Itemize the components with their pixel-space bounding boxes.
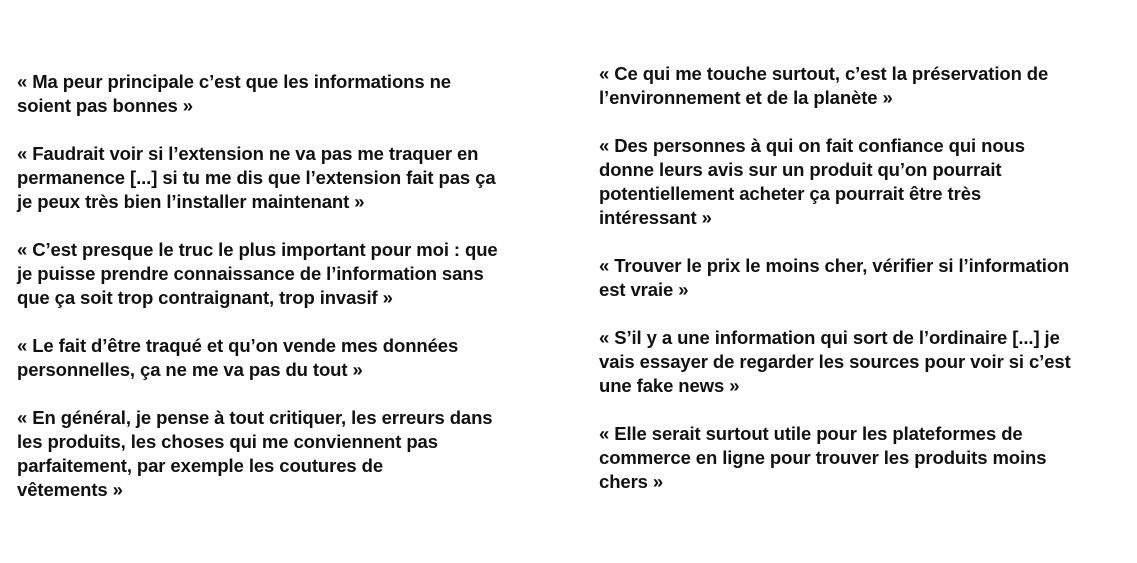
quote (599, 254, 1071, 302)
quote-line: « Elle serait surtout utile pour les plateformes de (599, 423, 1023, 444)
quote (17, 334, 498, 382)
quote-line: « Trouver le prix le moins cher, vérifier si l’information (599, 255, 1070, 276)
quote-line: l’environnement et de la planète » (599, 87, 893, 108)
right-quotes-column (599, 62, 1071, 518)
quote-line: « C’est presque le truc le plus important pour moi : que (17, 239, 498, 260)
quote-line: « Le fait d’être traqué et qu’on vende mes données (17, 335, 459, 356)
quote-line: les produits, les choses qui me conviennent pas (17, 431, 438, 452)
quote-line: je puisse prendre connaissance de l’information sans (17, 263, 484, 284)
quote-line: permanence [...] si tu me dis que l’extension fait pas ça (17, 167, 496, 188)
quote-line: parfaitement, par exemple les coutures de (17, 455, 384, 476)
quote (599, 422, 1071, 494)
quote-line: « Faudrait voir si l’extension ne va pas me traquer en (17, 143, 479, 164)
quote-line: commerce en ligne pour trouver les produits moins (599, 447, 1047, 468)
quote-line: vais essayer de regarder les sources pour voir si c’est (599, 351, 1071, 372)
quote-line: personnelles, ça ne me va pas du tout » (17, 359, 363, 380)
quote-line: intéressant » (599, 207, 712, 228)
quote-line: est vraie » (599, 279, 689, 300)
quote-line: « Ma peur principale c’est que les informations ne (17, 71, 451, 92)
quote-line: que ça soit trop contraignant, trop invasif » (17, 287, 393, 308)
quote-line: « Ce qui me touche surtout, c’est la préservation de (599, 63, 1049, 84)
quote (599, 134, 1071, 230)
quote (17, 142, 498, 214)
quote (17, 238, 498, 310)
left-quotes-column (17, 70, 498, 526)
quote-line: une fake news » (599, 375, 740, 396)
quote-line: vêtements » (17, 479, 123, 500)
quote-line: « En général, je pense à tout critiquer, les erreurs dans (17, 407, 493, 428)
quote (599, 326, 1071, 398)
quote (17, 406, 498, 502)
quote (599, 62, 1071, 110)
quote (17, 70, 498, 118)
quote-line: « S’il y a une information qui sort de l’ordinaire [...] je (599, 327, 1060, 348)
quote-line: soient pas bonnes » (17, 95, 193, 116)
quote-line: chers » (599, 471, 664, 492)
quote-line: je peux très bien l’installer maintenant » (17, 191, 365, 212)
quote-line: « Des personnes à qui on fait confiance qui nous (599, 135, 1025, 156)
quote-line: potentiellement acheter ça pourrait être très (599, 183, 982, 204)
quote-line: donne leurs avis sur un produit qu’on pourrait (599, 159, 1002, 180)
